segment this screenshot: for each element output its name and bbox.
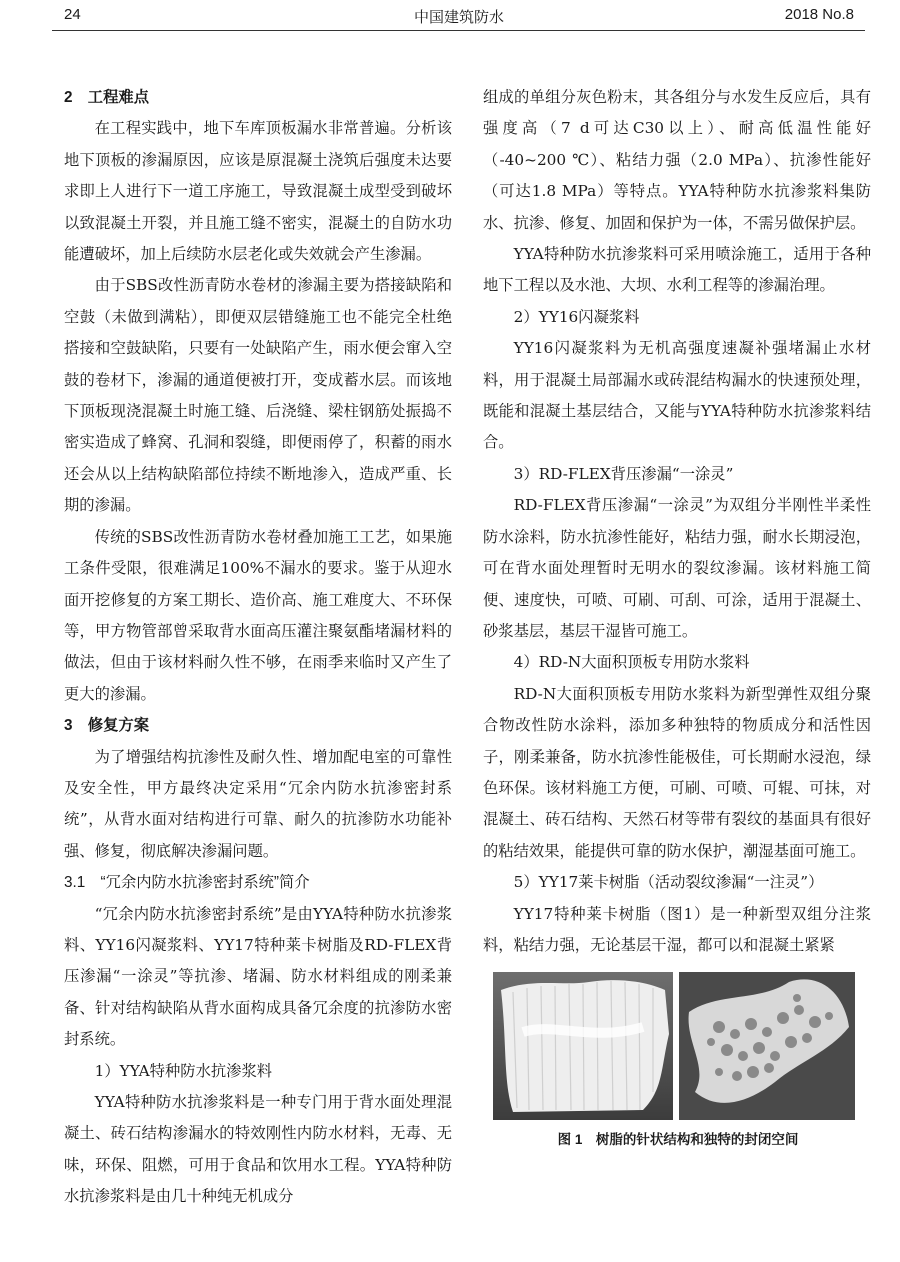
subsection-heading: 5）YY17莱卡树脂（活动裂纹渗漏“一注灵”） bbox=[513, 873, 824, 892]
page-number: 24 bbox=[64, 6, 81, 23]
section-heading: 3 修复方案 bbox=[64, 717, 149, 735]
body-paragraph: YY17特种莱卡树脂（图1）是一种新型双组分注浆料，粘结力强，无论基层干湿，都可以和混凝土紧紧 bbox=[483, 904, 871, 954]
subsection-heading: 1）YYA特种防水抗渗浆料 bbox=[94, 1061, 273, 1080]
body-paragraph: 为了增强结构抗渗性及耐久性、增加配电室的可靠性及安全性，甲方最终决定采用“冗余内防水抗渗密封系统”，从背水面对结构进行可靠、耐久的抗渗防水功能补强、修复，彻底解决渗漏问题。 bbox=[64, 747, 452, 860]
figure-photo-needle-structure bbox=[493, 972, 673, 1120]
body-paragraph: RD-N大面积顶板专用防水浆料为新型弹性双组分聚合物改性防水涂料，添加多种独特的物质成分和活性因子，刚柔兼备，防水抗渗性能极佳，可长期耐水浸泡，绿色环保。该材料施工方便，可刷、可喷、可辊、可抹，对混凝土、砖石结构、天然石材等带有裂纹的基面具有很好的粘结效果，能提供可靠的防水保护，潮湿基面可施工。 bbox=[483, 684, 871, 860]
subsection-heading: 3）RD-FLEX背压渗漏“一涂灵” bbox=[513, 464, 734, 483]
subsection-heading: 2）YY16闪凝浆料 bbox=[513, 307, 640, 326]
body-paragraph: 由于SBS改性沥青防水卷材的渗漏主要为搭接缺陷和空鼓（未做到满粘），即便双层错缝施工也不能完全杜绝搭接和空鼓缺陷，只要有一处缺陷产生，雨水便会窜入空鼓的卷材下，渗漏的通道便被打开，变成蓄水层。而该地下顶板现浇混凝土时施工缝、后浇缝、梁柱钢筋处振捣不密实造成了蜂窝、孔洞和裂缝，即便雨停了，积蓄的雨水还会从以上结构缺陷部位持续不断地渗入，造成严重、长期的渗漏。 bbox=[64, 276, 452, 515]
journal-name: 中国建筑防水 bbox=[413, 9, 504, 26]
body-paragraph: RD-FLEX背压渗漏“一涂灵”为双组分半刚性半柔性防水涂料，防水抗渗性能好，粘结力强，耐水长期浸泡，可在背水面处理暂时无明水的裂纹渗漏。该材料施工简便、速度快，可喷、可刷、可刮、可涂，适用于混凝土、砂浆基层，基层干湿皆可施工。 bbox=[483, 496, 871, 640]
body-paragraph: YYA特种防水抗渗浆料是一种专门用于背水面处理混凝土、砖石结构渗漏水的特效刚性内防水材料，无毒、无味，环保、阻燃，可用于食品和饮用水工程。YYA特种防水抗渗浆料是由几十种纯无机成分 bbox=[64, 1093, 452, 1206]
section-heading: 2 工程难点 bbox=[64, 89, 149, 106]
body-paragraph: 组成的单组分灰色粉末，其各组分与水发生反应后，具有强度高（7 d可达C30以上）、耐高低温性能好（-40~200 ℃）、粘结力强（2.0 MPa）、抗渗性能好（可达1.8 MPa）等特点。YYA特种防水抗渗浆料集防水、抗渗、修复、加固和保护为一体，不需另做保护层。 bbox=[483, 88, 871, 232]
body-paragraph: 在工程实践中，地下车库顶板漏水非常普遍。分析该地下顶板的渗漏原因，应该是原混凝土浇筑后强度未达要求即上人进行下一道工序施工，导致混凝土成型受到破坏以致混凝土开裂，并且施工缝不密实，混凝土的自防水功能遭破坏，加上后续防水层老化或失效就会产生渗漏。 bbox=[64, 119, 452, 264]
right-column bbox=[483, 82, 871, 961]
figure-caption: 图 1 树脂的针状结构和独特的封闭空间 bbox=[557, 1132, 799, 1147]
left-column bbox=[64, 82, 452, 1213]
section-heading: 3.1 “冗余内防水抗渗密封系统”简介 bbox=[64, 874, 310, 892]
body-paragraph: YY16闪凝浆料为无机高强度速凝补强堵漏止水材料，用于混凝土局部漏水或砖混结构漏水的快速预处理，既能和混凝土基层结合，又能与YYA特种防水抗渗浆料结合。 bbox=[483, 339, 871, 452]
subsection-heading: 4）RD-N大面积顶板专用防水浆料 bbox=[513, 653, 750, 672]
figure-1 bbox=[493, 972, 861, 1124]
header-rule bbox=[52, 30, 865, 31]
body-paragraph: “冗余内防水抗渗密封系统”是由YYA特种防水抗渗浆料、YY16闪凝浆料、YY17特种莱卡树脂及RD-FLEX背压渗漏“一涂灵”等抗渗、堵漏、防水材料组成的刚柔兼备、针对结构缺陷从背水面构成具备冗余度的抗渗防水密封系统。 bbox=[64, 904, 452, 1049]
running-header bbox=[64, 6, 854, 28]
body-paragraph: 传统的SBS改性沥青防水卷材叠加施工工艺，如果施工条件受限，很难满足100%不漏水的要求。鉴于从迎水面开挖修复的方案工期长、造价高、施工难度大、不环保等，甲方物管部曾采取背水面高压灌注聚氨酯堵漏材料的做法，但由于该材料耐久性不够，在雨季来临时又产生了更大的渗漏。 bbox=[64, 527, 452, 703]
figure-photo-closed-cells bbox=[679, 972, 855, 1120]
body-paragraph: YYA特种防水抗渗浆料可采用喷涂施工，适用于各种地下工程以及水池、大坝、水利工程等的渗漏治理。 bbox=[483, 245, 871, 295]
issue-label: 2018 No.8 bbox=[784, 6, 854, 23]
